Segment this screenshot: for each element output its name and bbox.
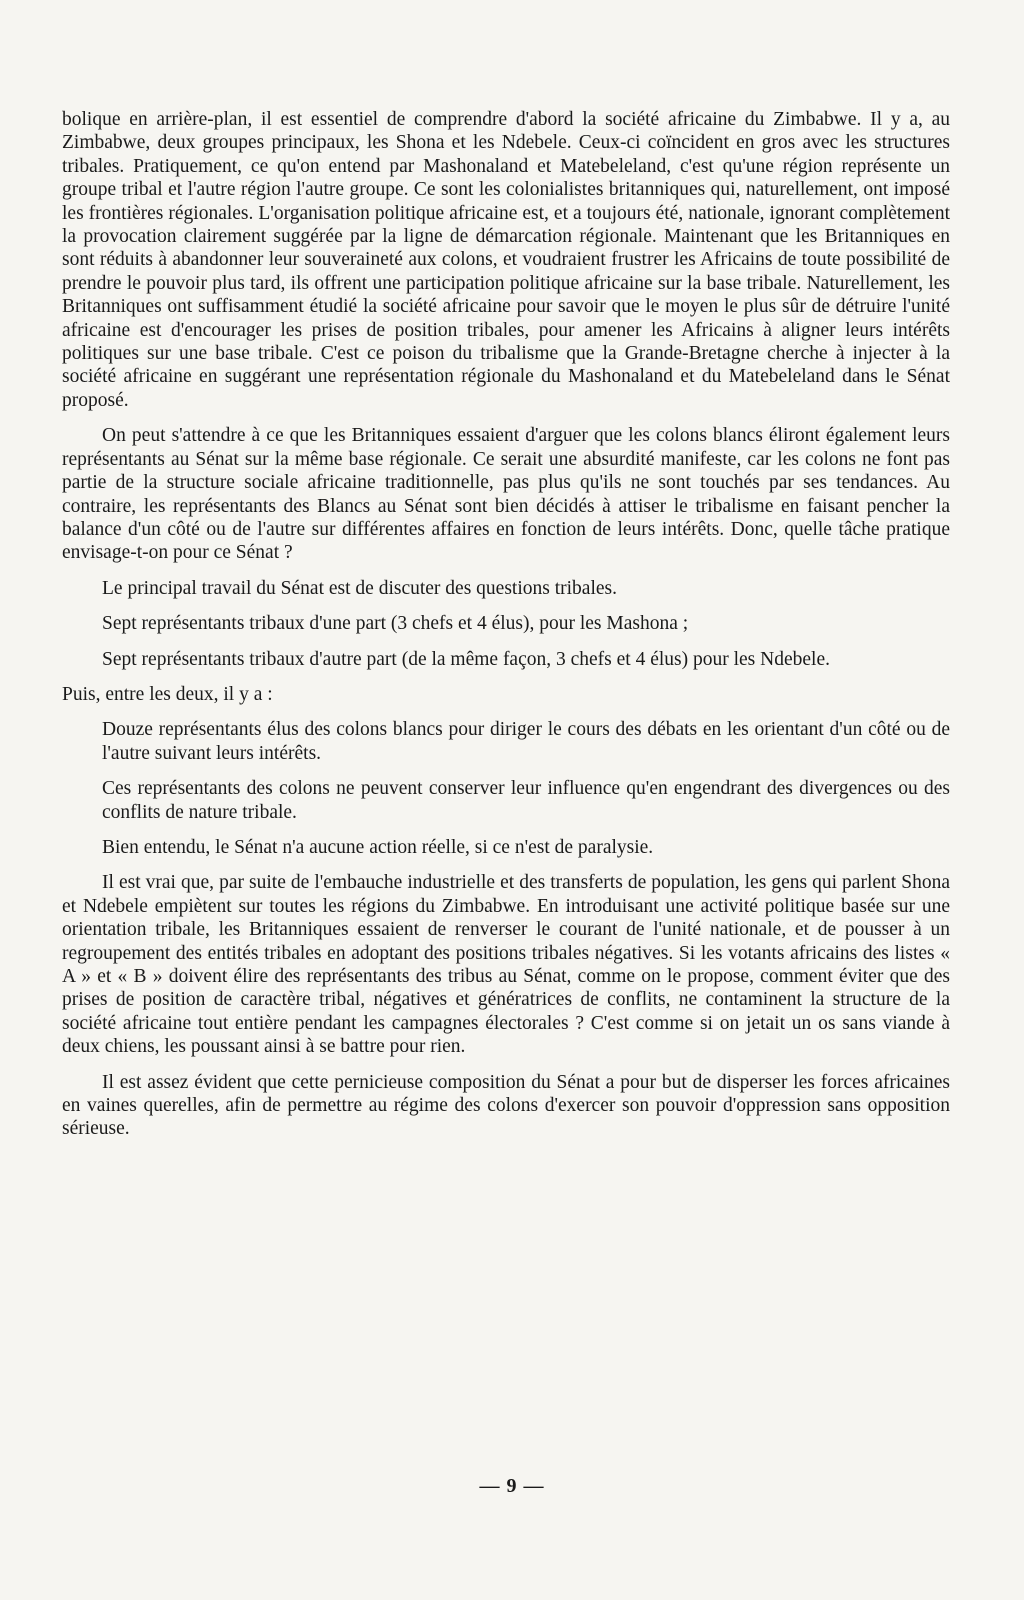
paragraph-8: Ces représentants des colons ne peuvent conserver leur influence qu'en engendrant des divergences ou des conflits de nature tribale. (102, 778, 950, 823)
paragraph-5: Sept représentants tribaux d'autre part (de la même façon, 3 chefs et 4 élus) pour les Ndebele. (102, 648, 830, 670)
page-body (62, 108, 950, 1153)
paragraph-10: Il est vrai que, par suite de l'embauche industrielle et des transferts de population, les gens qui parlent Shona et Ndebele empiètent sur toutes les régions du Zimbabwe. En introduisant une activité politique basée sur une orientation tribale, les Britanniques essaient de renverser le courant de l'unité nationale, et de pousser à un regroupement des entités tribales en adoptant des positions tribales négatives. Si les votants africains des listes « A » et « B » doivent élire des représentants des tribus au Sénat, comme on le propose, comment éviter que des prises de position de caractère tribal, négatives et génératrices de conflits, ne contaminent la structure de la société africaine tout entière pendant les campagnes électorales ? C'est comme si on jetait un os sans viande à deux chiens, les poussant ainsi à se battre pour rien. (62, 872, 950, 1058)
paragraph-2: On peut s'attendre à ce que les Britanniques essaient d'arguer que les colons blancs éliront également leurs représentants au Sénat sur la même base régionale. Ce serait une absurdité manifeste, car les colons ne font pas partie de la structure sociale africaine traditionnelle, pas plus qu'ils ne sont touchés par ses tendances. Au contraire, les représentants des Blancs au Sénat sont bien décidés à attiser le tribalisme en faisant pencher la balance d'un côté ou de l'autre sur différentes affaires en fonction de leurs intérêts. Donc, quelle tâche pratique envisage-t-on pour ce Sénat ? (62, 425, 950, 564)
paragraph-1: bolique en arrière-plan, il est essentiel de comprendre d'abord la société africaine du Zimbabwe. Il y a, au Zimbabwe, deux groupes principaux, les Shona et les Ndebele. Ceux-ci coïncident en gros avec les structures tribales. Pratiquement, ce qu'on entend par Mashonaland et Matebeleland, c'est qu'une région représente un groupe tribal et l'autre région l'autre groupe. Ce sont les colonialistes britanniques qui, naturellement, ont imposé les frontières régionales. L'organisation politique africaine est, et a toujours été, nationale, ignorant complètement la provocation clairement suggérée par la ligne de démarcation régionale. Maintenant que les Britanniques en sont réduits à abandonner leur souveraineté aux colons, et voudraient frustrer les Africains de toute possibilité de prendre le pouvoir plus tard, ils offrent une participation politique africaine sur la base tribale. Naturellement, les Britanniques ont suffisamment étudié la société africaine pour savoir que le moyen le plus sûr de détruire l'unité africaine est d'encourager les prises de position tribales, pour amener les Africains à aligner leurs intérêts politiques sur une base tribale. C'est ce poison du tribalisme que la Grande-Bretagne cherche à injecter à la société africaine en suggérant une représentation régionale du Mashonaland et du Matebeleland dans le Sénat proposé. (62, 109, 950, 411)
paragraph-3: Le principal travail du Sénat est de discuter des questions tribales. (102, 577, 617, 599)
paragraph-4: Sept représentants tribaux d'une part (3 chefs et 4 élus), pour les Mashona ; (102, 613, 689, 635)
paragraph-9: Bien entendu, le Sénat n'a aucune action réelle, si ce n'est de paralysie. (102, 836, 654, 858)
paragraph-7: Douze représentants élus des colons blancs pour diriger le cours des débats en les orientant d'un côté ou de l'autre suivant leurs intérêts. (102, 719, 950, 764)
paragraph-6: Puis, entre les deux, il y a : (62, 683, 273, 705)
paragraph-11: Il est assez évident que cette pernicieuse composition du Sénat a pour but de disperser les forces africaines en vaines querelles, afin de permettre au régime des colons d'exercer son pouvoir d'oppression sans opposition sérieuse. (62, 1071, 950, 1140)
page-number: — 9 — (479, 1475, 545, 1497)
